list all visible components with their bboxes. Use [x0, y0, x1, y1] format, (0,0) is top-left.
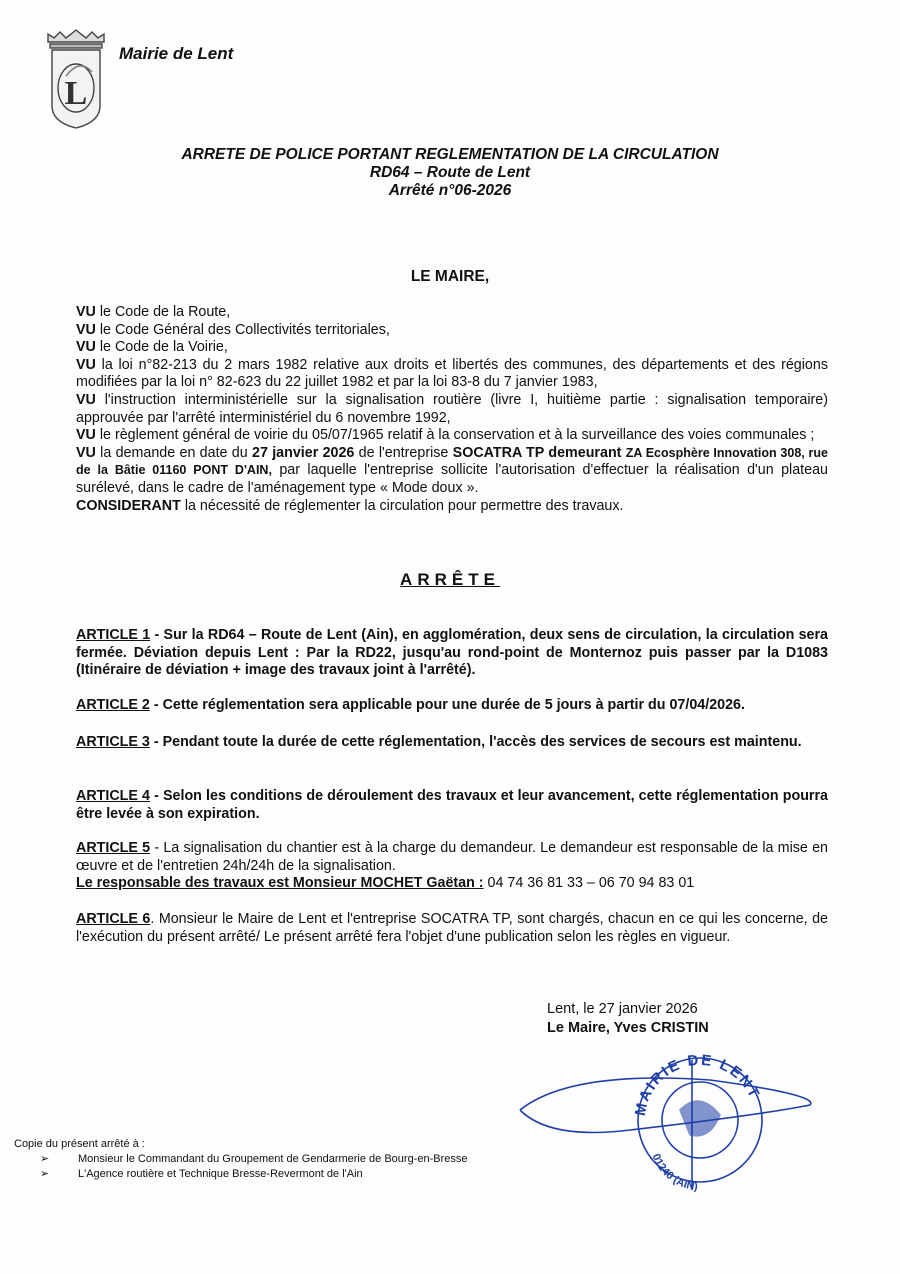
article-4: ARTICLE 4 - Selon les conditions de déroulement des travaux et leur avancement, cette réglementation pourra être levée à son expiration. [76, 788, 829, 822]
title-line-3: Arrêté n°06-2026 [388, 182, 512, 199]
vu-item: VU le Code de la Voirie, [76, 339, 228, 356]
commune-logo-icon [40, 28, 112, 132]
phone-numbers: 04 74 36 81 33 – 06 70 94 83 01 [483, 875, 695, 892]
responsable-travaux: Le responsable des travaux est Monsieur MOCHET Gaëtan : [76, 875, 484, 892]
vu-item: VU le règlement général de voirie du 05/07/1965 relatif à la conservation et à la surveillance des voies communales ; [76, 427, 815, 444]
arrow-bullet-icon: ➢ [40, 1153, 50, 1165]
signature-block [547, 1000, 709, 1038]
vu-section [76, 304, 828, 515]
vu-item: VU le Code Général des Collectivités territoriales, [76, 321, 390, 338]
copie-list [14, 1137, 467, 1182]
list-item: ➢ L'Agence routière et Technique Bresse-Revermont de l'Ain [40, 1168, 363, 1180]
arrow-bullet-icon: ➢ [40, 1168, 50, 1180]
signer-name: Le Maire, Yves CRISTIN [547, 1020, 709, 1036]
le-maire-heading: LE MAIRE, [410, 268, 490, 285]
svg-text:L: L [64, 75, 88, 112]
article-5: ARTICLE 5 - La signalisation du chantier est à la charge du demandeur. Le demandeur est responsable de la mise en œuvre et de l'entretien 24h/24h de la signalisation. Le responsable des travaux est Monsieur MOCHET Gaëtan : 04 74 36 81 33 – 06 70 94 83 01 [76, 840, 828, 892]
considerant: CONSIDERANT la nécessité de réglementer la circulation pour permettre des travaux. [76, 497, 624, 514]
mairie-name: Mairie de Lent [119, 44, 234, 63]
article-3: ARTICLE 3 - Pendant toute la durée de cette réglementation, l'accès des services de secours est maintenu. [76, 734, 802, 750]
document-title [0, 146, 900, 200]
article-6: ARTICLE 6. Monsieur le Maire de Lent et l'entreprise SOCATRA TP, sont chargés, chacun en ce qui les concerne, de l'exécution du présent arrêté/ Le présent arrêté fera l'objet d'une publication selon les règles en vigueur. [76, 911, 829, 945]
arrete-heading: ARRÊTE [400, 570, 500, 589]
title-line-1: ARRETE DE POLICE PORTANT REGLEMENTATION DE LA CIRCULATION [181, 146, 719, 163]
vu-item: VU l'instruction interministérielle sur la signalisation routière (livre I, huitième partie : signalisation temporaire) approuvée par l'arrêté interministériel du 6 novembre 1992, [76, 391, 828, 426]
list-item: ➢ Monsieur le Commandant du Groupement de Gendarmerie de Bourg-en-Bresse [40, 1153, 468, 1165]
article-2: ARTICLE 2 - Cette réglementation sera applicable pour une durée de 5 jours à partir du 07/04/2026. [76, 697, 745, 713]
svg-text:MAIRIE DE LENT: MAIRIE DE LENT [631, 1051, 764, 1118]
title-line-2: RD64 – Route de Lent [369, 164, 531, 181]
place-date: Lent, le 27 janvier 2026 [547, 1001, 698, 1017]
article-1: ARTICLE 1 - Sur la RD64 – Route de Lent (Ain), en agglomération, deux sens de circulation, la circulation sera fermée. Déviation depuis Lent : Par la RD22, jusqu'au rond-point de Monternoz puis passer par la D1083 (Itinéraire de déviation + image des travaux joint à l'arrêté). [76, 627, 829, 679]
copie-heading: Copie du présent arrêté à : [14, 1138, 145, 1150]
official-stamp-icon [510, 1040, 820, 1200]
vu-demande: VU la demande en date du 27 janvier 2026 de l'entreprise SOCATRA TP demeurant ZA Ecosphère Innovation 308, rue de la Bâtie 01160 PONT D'AIN, par laquelle l'entreprise sollicite l'autorisation d'effectuer la réalisation d'un plateau surélevé, dans le cadre de l'aménagement type « Mode doux ». [76, 444, 828, 496]
vu-item: VU le Code de la Route, [76, 304, 231, 320]
svg-text:01240 (AIN): 01240 (AIN) [649, 1152, 699, 1193]
vu-item: VU la loi n°82-213 du 2 mars 1982 relative aux droits et libertés des communes, des départements et des régions modifiées par la loi n° 82-623 du 22 juillet 1982 et par la loi 83-8 du 7 janvier 1983, [76, 356, 828, 391]
